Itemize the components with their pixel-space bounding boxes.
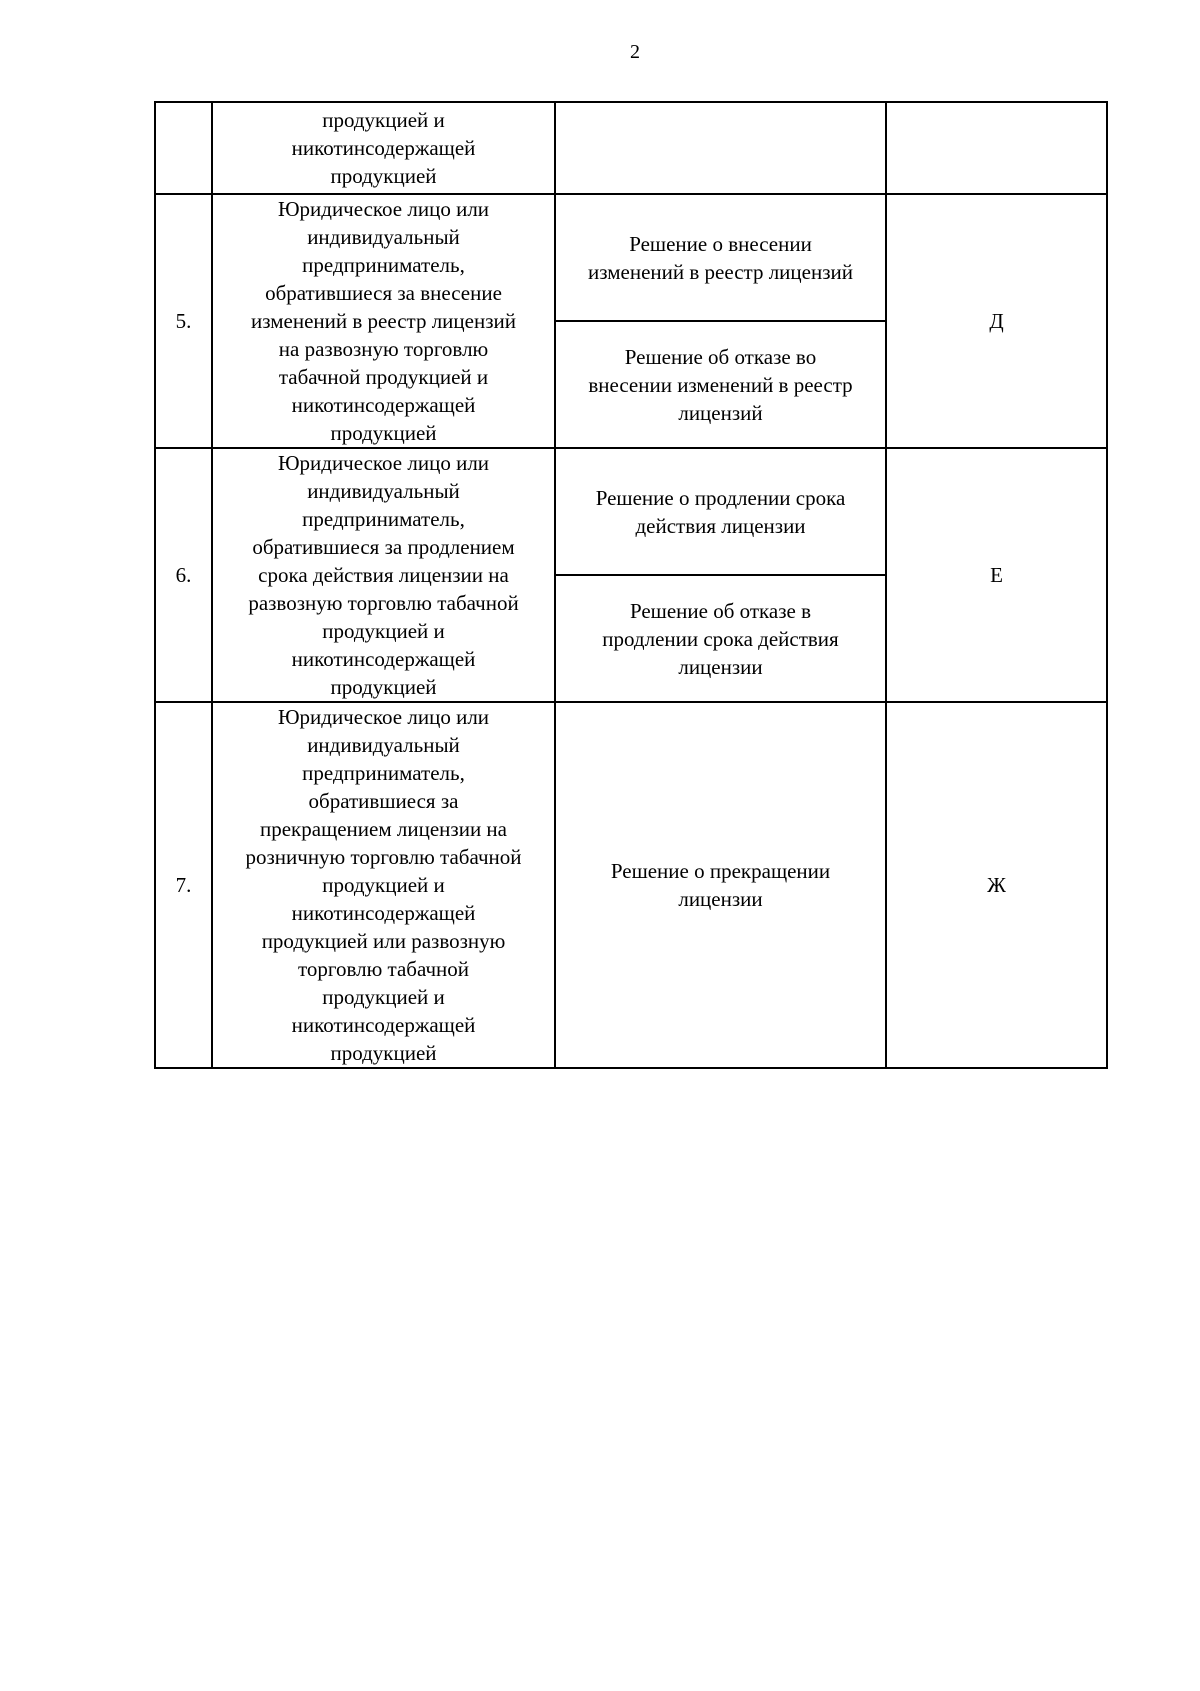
subject-cell (212, 448, 555, 702)
decision-cell (555, 194, 886, 321)
subject-line: розничную торговлю табачной (245, 845, 522, 869)
subject-line: обратившиеся за (308, 789, 459, 813)
decision-line: действия лицензии (635, 513, 806, 538)
page-number: 2 (630, 41, 640, 63)
decision-line: Решение о внесении (629, 231, 812, 256)
code-cell (886, 102, 1107, 194)
subject-line: продукцией и (322, 619, 445, 643)
subject-line: продукцией и (322, 985, 445, 1009)
subject-line: Юридическое лицо или (277, 451, 490, 475)
subject-line: предприниматель, (302, 761, 465, 785)
subject-line: индивидуальный (307, 479, 460, 503)
subject-line: торговлю табачной (297, 957, 469, 981)
subject-line: никотинсодержащей (291, 901, 476, 925)
subject-line: на развозную торговлю (278, 337, 489, 361)
table-row (155, 702, 1107, 1068)
subject-line: индивидуальный (307, 733, 460, 757)
decision-line: внесении изменений в реестр (588, 372, 853, 397)
decision-line: Решение об отказе во (624, 344, 817, 369)
subject-line: индивидуальный (307, 225, 460, 249)
decision-line: продлении срока действия (602, 626, 839, 651)
subject-line: продукцией и (322, 108, 445, 132)
subject-line: никотинсодержащей (291, 1013, 476, 1037)
row-number-cell: 6. (155, 448, 212, 702)
code-cell: Ж (886, 702, 1107, 1068)
decision-line: Решение о прекращении (610, 859, 831, 883)
subject-line: изменений в реестр лицензий (251, 309, 516, 333)
subject-line: Юридическое лицо или (277, 705, 490, 729)
decision-line: лицензий (678, 400, 763, 425)
row-number-cell (155, 102, 212, 194)
decision-cell (555, 448, 886, 575)
subject-line: обратившиеся за внесение (265, 281, 502, 305)
decision-cell (555, 702, 886, 1068)
subject-cell (212, 194, 555, 448)
decision-line: Решение об отказе в (629, 598, 812, 623)
row-number-cell: 7. (155, 702, 212, 1068)
subject-cell (212, 102, 555, 194)
subject-line: продукцией (330, 1041, 437, 1065)
subject-line: Юридическое лицо или (277, 197, 490, 221)
subject-line: срока действия лицензии на (258, 563, 509, 587)
table-row (155, 102, 1107, 194)
subject-line: предприниматель, (302, 507, 465, 531)
decision-line: Решение о продлении срока (595, 485, 846, 510)
subject-line: прекращением лицензии на (259, 817, 507, 841)
subject-line: никотинсодержащей (291, 136, 476, 160)
subject-line: продукцией и (322, 873, 445, 897)
subject-line: развозную торговлю табачной (248, 591, 519, 615)
subject-cell (212, 702, 555, 1068)
decision-cell (555, 575, 886, 702)
licensing-decisions-table (154, 101, 1108, 1069)
decision-line: лицензии (678, 887, 763, 911)
subject-line: продукцией или развозную (261, 929, 506, 953)
subject-line: обратившиеся за продлением (252, 535, 515, 559)
decision-cell (555, 102, 886, 194)
table-row (155, 448, 1107, 575)
decision-line: изменений в реестр лицензий (588, 259, 853, 284)
decision-cell (555, 321, 886, 448)
row-number-cell: 5. (155, 194, 212, 448)
decision-line: лицензии (678, 654, 763, 679)
code-cell: Д (886, 194, 1107, 448)
code-cell: Е (886, 448, 1107, 702)
subject-line: никотинсодержащей (291, 393, 476, 417)
subject-line: табачной продукцией и (278, 365, 489, 389)
subject-line: продукцией (330, 421, 437, 445)
subject-line: предприниматель, (302, 253, 465, 277)
subject-line: никотинсодержащей (291, 647, 476, 671)
subject-line: продукцией (330, 164, 437, 188)
subject-line: продукцией (330, 675, 437, 699)
table-row (155, 194, 1107, 321)
